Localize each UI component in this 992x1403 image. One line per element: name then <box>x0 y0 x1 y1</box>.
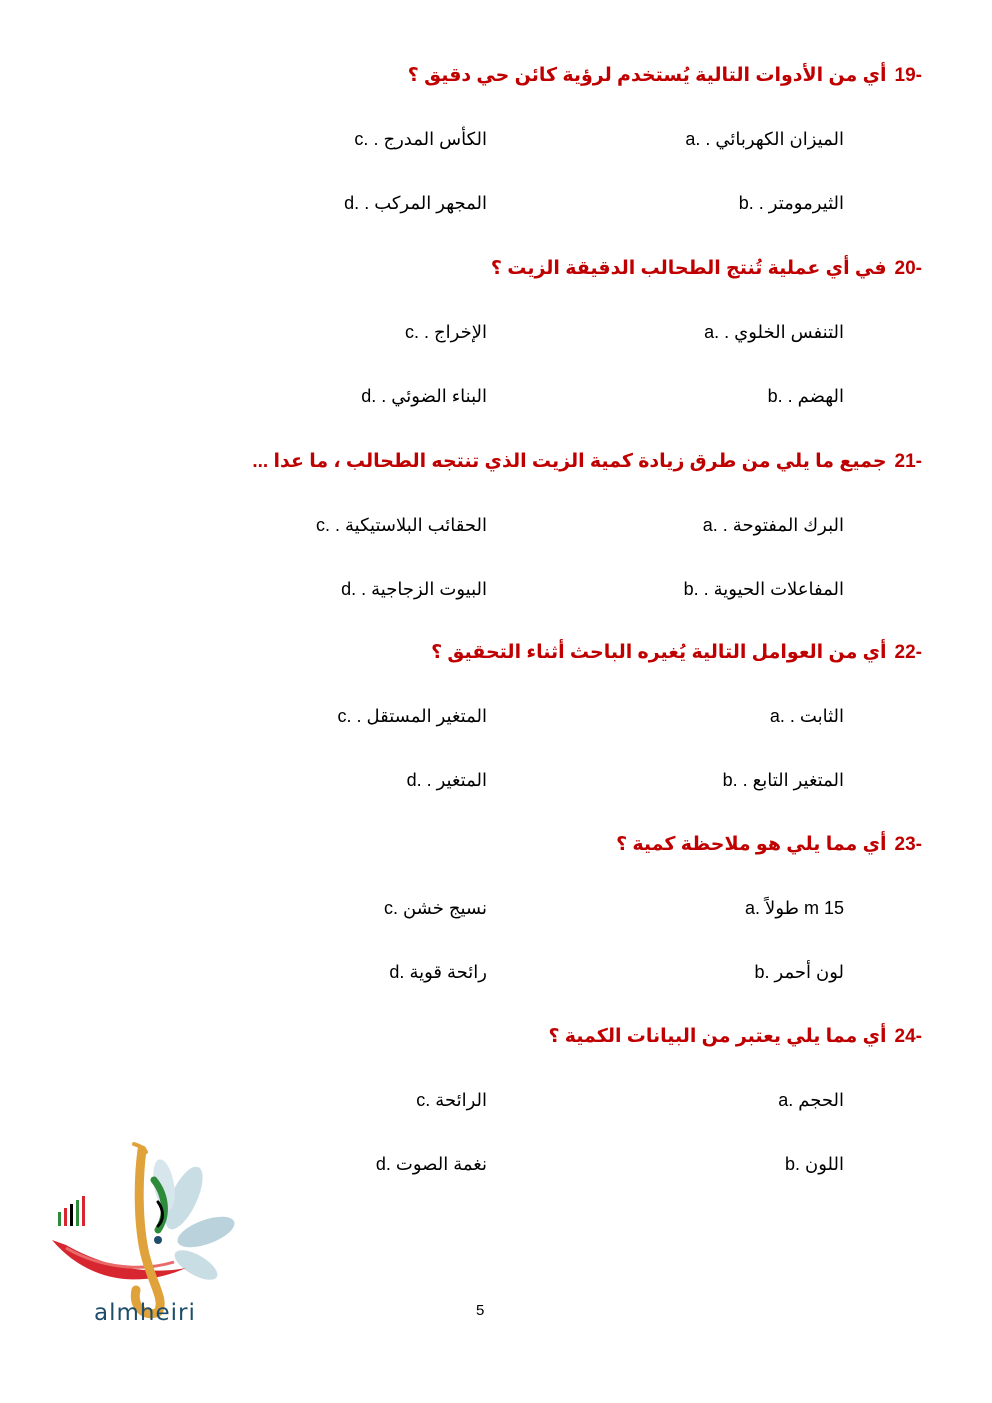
option-text: المتغير . <box>426 770 487 790</box>
option-letter: b. <box>722 770 738 790</box>
option-a[interactable] <box>683 127 844 151</box>
option-letter: c. <box>383 898 398 918</box>
question-text: في أي عملية تُنتج الطحالب الدقيقة الزيت ؟ <box>490 258 887 279</box>
option-letter: a. <box>704 322 720 342</box>
option-b[interactable] <box>753 960 845 984</box>
question-21 <box>0 450 992 643</box>
option-text: الثابت . <box>789 706 844 726</box>
option-text: نغمة الصوت <box>395 1154 487 1174</box>
option-text: الحجم <box>798 1090 844 1110</box>
question-text: جميع ما يلي من طرق زيادة كمية الزيت الذي تنتجه الطحالب ، ما عدا ... <box>252 451 887 472</box>
option-text: المجهر المركب . <box>364 193 487 213</box>
option-c[interactable] <box>335 704 487 728</box>
question-text: أي من الأدوات التالية يُستخدم لرؤية كائن حي دقيق ؟ <box>407 65 887 86</box>
option-text: الإخراج . <box>424 322 487 342</box>
option-text: 15 m طولاً <box>765 898 844 918</box>
option-text: لون أحمر <box>774 962 844 982</box>
option-text: الهضم . <box>787 386 844 406</box>
question-number: 20- <box>894 258 922 279</box>
option-letter: a. <box>702 515 718 535</box>
option-d[interactable] <box>339 577 487 601</box>
question-22 <box>0 641 992 834</box>
logo-wordmark: almheiri <box>94 1300 196 1326</box>
question-heading <box>431 641 922 665</box>
option-letter: b. <box>754 962 770 982</box>
option-letter: b. <box>767 386 783 406</box>
question-heading <box>548 1025 922 1049</box>
option-letter: a. <box>685 129 701 149</box>
option-letter: b. <box>785 1154 801 1174</box>
question-heading <box>616 833 922 857</box>
option-text: المتغير المستقل . <box>356 706 487 726</box>
option-letter: a. <box>769 706 785 726</box>
option-letter: c. <box>405 322 420 342</box>
option-b[interactable] <box>721 768 844 792</box>
option-a[interactable] <box>743 896 844 920</box>
option-text: المتغير التابع . <box>742 770 844 790</box>
option-letter: d. <box>341 579 357 599</box>
option-d[interactable] <box>342 191 487 215</box>
option-text: البرك المفتوحة . <box>722 515 844 535</box>
question-heading <box>408 64 922 88</box>
option-text: رائحة قوية <box>409 962 487 982</box>
option-a[interactable] <box>768 704 844 728</box>
page-number: 5 <box>476 1302 485 1319</box>
option-text: اللون <box>805 1154 844 1174</box>
option-letter: a. <box>778 1090 794 1110</box>
question-number: 23- <box>894 834 922 855</box>
option-text: الرائحة <box>435 1090 487 1110</box>
option-c[interactable] <box>414 1088 487 1112</box>
option-text: الكأس المدرج . <box>373 129 487 149</box>
question-text: أي مما يلي هو ملاحظة كمية ؟ <box>616 834 887 855</box>
option-text: التنفس الخلوي . <box>724 322 844 342</box>
question-number: 22- <box>894 642 922 663</box>
option-letter: d. <box>375 1154 391 1174</box>
question-number: 21- <box>894 451 922 472</box>
option-letter: b. <box>683 579 699 599</box>
option-c[interactable] <box>352 127 487 151</box>
question-text: أي من العوامل التالية يُغيره الباحث أثناء التحقيق ؟ <box>431 642 887 663</box>
question-number: 24- <box>894 1026 922 1047</box>
question-19 <box>0 64 992 257</box>
option-letter: d. <box>361 386 377 406</box>
option-letter: c. <box>315 515 330 535</box>
option-c[interactable] <box>382 896 487 920</box>
option-b[interactable] <box>682 577 844 601</box>
option-a[interactable] <box>776 1088 844 1112</box>
question-heading <box>491 257 922 281</box>
question-text: أي مما يلي يعتبر من البيانات الكمية ؟ <box>548 1026 887 1047</box>
option-c[interactable] <box>403 320 487 344</box>
option-letter: c. <box>416 1090 431 1110</box>
option-d[interactable] <box>405 768 487 792</box>
option-d[interactable] <box>359 384 487 408</box>
option-text: الثيرمومتر . <box>758 193 844 213</box>
option-d[interactable] <box>387 960 487 984</box>
option-text: الحقائب البلاستيكية . <box>334 515 487 535</box>
option-letter: c. <box>337 706 352 726</box>
option-text: الميزان الكهربائي . <box>705 129 844 149</box>
option-letter: d. <box>389 962 405 982</box>
option-text: البناء الضوئي . <box>381 386 487 406</box>
option-a[interactable] <box>702 320 844 344</box>
option-text: المفاعلات الحيوية . <box>703 579 844 599</box>
option-letter: a. <box>745 898 761 918</box>
option-letter: c. <box>354 129 369 149</box>
option-letter: d. <box>406 770 422 790</box>
question-number: 19- <box>894 65 922 86</box>
option-b[interactable] <box>783 1152 844 1176</box>
option-text: نسيج خشن <box>402 898 487 918</box>
option-c[interactable] <box>314 513 487 537</box>
option-text: البيوت الزجاجية . <box>361 579 487 599</box>
option-a[interactable] <box>701 513 844 537</box>
option-b[interactable] <box>737 191 844 215</box>
option-d[interactable] <box>374 1152 487 1176</box>
option-letter: d. <box>344 193 360 213</box>
question-23 <box>0 833 992 1026</box>
option-b[interactable] <box>766 384 844 408</box>
question-20 <box>0 257 992 450</box>
question-heading <box>252 450 922 474</box>
option-letter: b. <box>738 193 754 213</box>
